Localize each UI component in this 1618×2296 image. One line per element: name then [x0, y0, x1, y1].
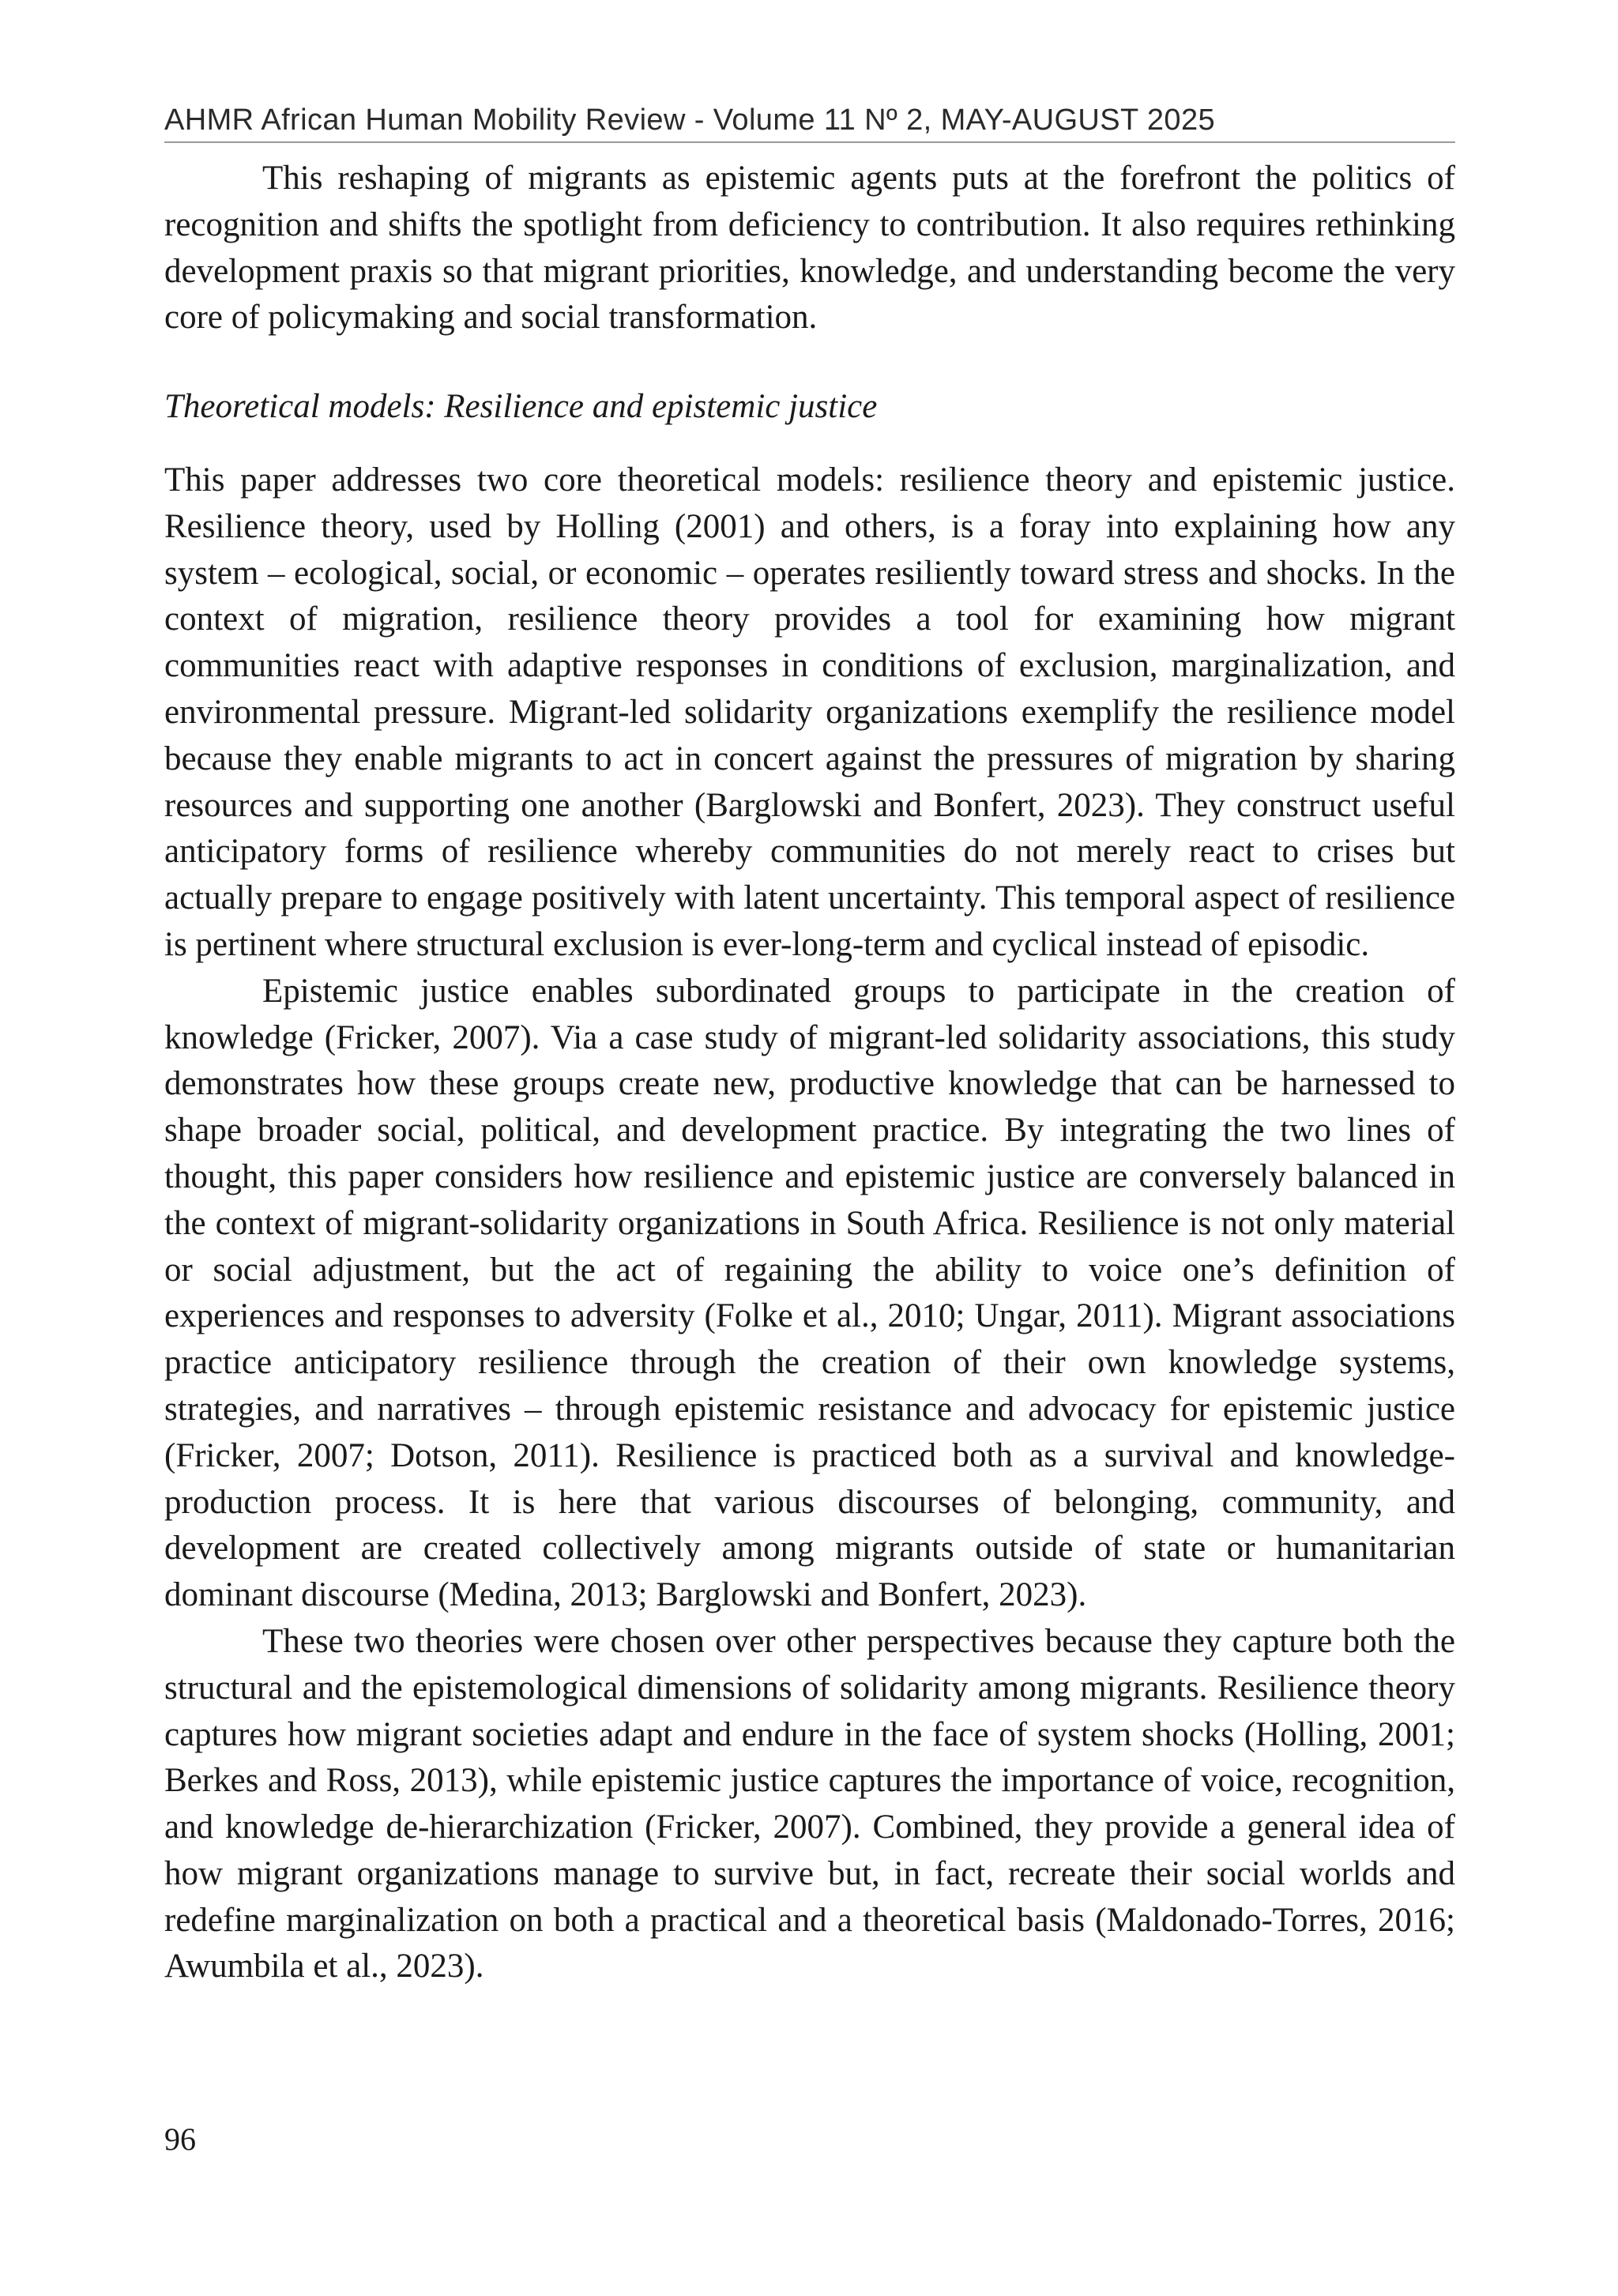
header-divider [164, 141, 1455, 143]
page-number: 96 [164, 2121, 196, 2157]
section-heading: Theoretical models: Resilience and epistemic justice [164, 388, 878, 426]
running-header: AHMR African Human Mobility Review - Volume 11 Nº 2, MAY-AUGUST 2025 [164, 104, 1216, 137]
paragraph-epistemic-justice: Epistemic justice enables subordinated groups to participate in the creation of knowledge (Fricker, 2007). Via a case study of migrant-led solidarity associations, this study demonstrates how these groups create new, productive knowledge that can be harnessed to shape broader social, political, and development practice. By integrating the two lines of thought, this paper considers how resilience and epistemic justice are conversely balanced in the context of migrant-solidarity organizations in South Africa. Resilience is not only material or social adjustment, but the act of regaining the ability to voice one’s definition of experiences and responses to adversity (Folke et al., 2010; Ungar, 2011). Migrant associations practice anticipatory resilience through the creation of their own knowledge systems, strategies, and narratives – through epistemic resistance and advocacy for epistemic justice (Fricker, 2007; Dotson, 2011). Resilience is practiced both as a survival and knowledge-production process. It is here that various discourses of belonging, community, and development are created collectively among migrants outside of state or humanitarian dominant discourse (Medina, 2013; Barglowski and Bonfert, 2023). [164, 972, 1455, 1614]
intro-paragraph: This reshaping of migrants as epistemic agents puts at the forefront the politics of recognition and shifts the spotlight from deficiency to contribution. It also requires rethinking development praxis so that migrant priorities, knowledge, and understanding become the very core of policymaking and social transformation. [164, 160, 1455, 337]
paragraph-resilience-theory: This paper addresses two core theoretical models: resilience theory and epistemic justice. Resilience theory, used by Holling (2001) and others, is a foray into explaining how any system – ecological, social, or economic – operates resiliently toward stress and shocks. In the context of migration, resilience theory provides a tool for examining how migrant communities react with adaptive responses in conditions of exclusion, marginalization, and environmental pressure. Migrant-led solidarity organizations exemplify the resilience model because they enable migrants to act in concert against the pressures of migration by sharing resources and supporting one another (Barglowski and Bonfert, 2023). They construct useful anticipatory forms of resilience whereby communities do not merely react to crises but actually prepare to engage positively with latent uncertainty. This temporal aspect of resilience is pertinent where structural exclusion is ever-long-term and cyclical instead of episodic. [164, 461, 1455, 963]
article-body [164, 156, 1455, 1990]
paragraph-theory-rationale: These two theories were chosen over other perspectives because they capture both the structural and the epistemological dimensions of solidarity among migrants. Resilience theory captures how migrant societies adapt and endure in the face of system shocks (Holling, 2001; Berkes and Ross, 2013), while epistemic justice captures the importance of voice, recognition, and knowledge de-hierarchization (Fricker, 2007). Combined, they provide a general idea of how migrant organizations manage to survive but, in fact, recreate their social worlds and redefine marginalization on both a practical and a theoretical basis (Maldonado-Torres, 2016; Awumbila et al., 2023). [164, 1622, 1455, 1985]
